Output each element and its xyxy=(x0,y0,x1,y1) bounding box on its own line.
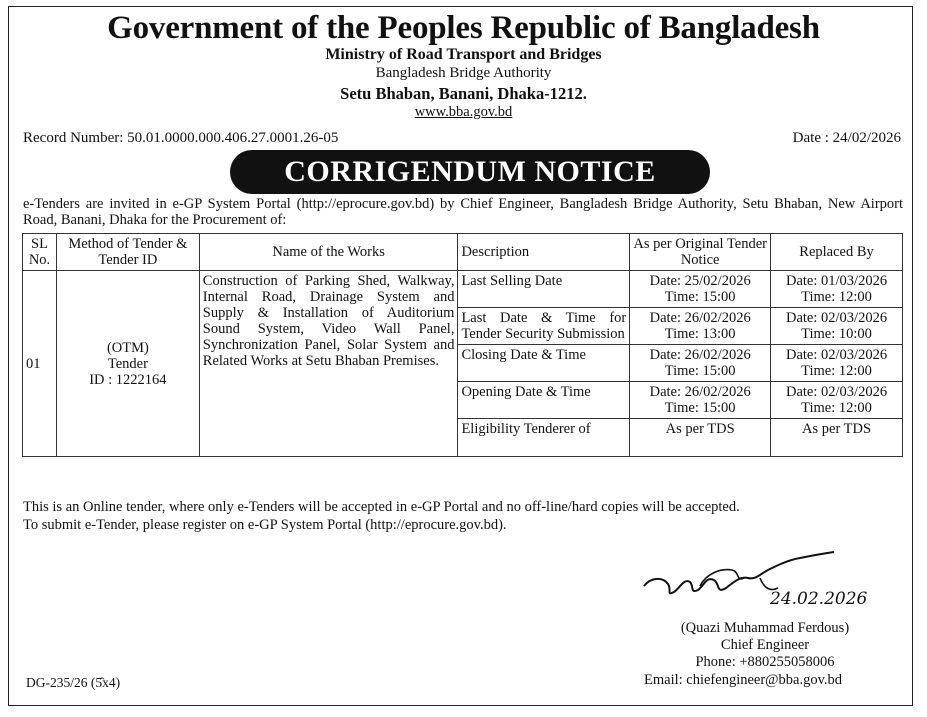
replaced-time: Time: 12:00 xyxy=(801,289,872,305)
intro-paragraph: e-Tenders are invited in e-GP System Portal (http://eprocure.gov.bd) by Chief Engineer, Bangladesh Bridge Authority, Setu Bhaban, New Airport Road, Banani, Dhaka for the Procurement of: xyxy=(23,196,903,228)
header-description: Description xyxy=(458,234,630,271)
tender-table xyxy=(22,233,903,457)
notice-date: Date : 24/02/2026 xyxy=(792,130,901,146)
header-replaced: Replaced By xyxy=(771,234,903,271)
signatory-title: Chief Engineer xyxy=(720,637,810,653)
replaced-date: Date: 02/03/2026 xyxy=(785,384,888,400)
original-date: Date: 26/02/2026 xyxy=(649,310,751,326)
cell-original xyxy=(630,271,771,308)
original-time: Time: 13:00 xyxy=(664,326,736,342)
replaced-time: Time: 10:00 xyxy=(801,326,872,342)
footer-line-1: This is an Online tender, where only e-Tenders will be accepted in e-GP Portal and no off-line/hard copies will be accepted. xyxy=(23,499,740,515)
signature-image xyxy=(640,548,900,618)
authority-name: Bangladesh Bridge Authority xyxy=(375,65,552,81)
cell-works: Construction of Parking Shed, Walkway, Internal Road, Drainage System and Supply & Installation of Auditorium Sound System, Video Wall Panel, Synchronization Panel, Solar System and Related Works at Setu Bhaban Premises. xyxy=(199,271,458,457)
cell-description: Eligibility Tenderer of xyxy=(458,419,630,457)
table-header-row xyxy=(23,234,903,271)
replaced-date: Date: 02/03/2026 xyxy=(785,347,888,363)
cell-description: Last Date & Time for Tender Security Submission xyxy=(458,308,630,345)
tender-id: ID : 1222164 xyxy=(89,371,167,388)
record-number: Record Number: 50.01.0000.000.406.27.0001.26-05 xyxy=(23,130,339,146)
office-address: Setu Bhaban, Banani, Dhaka-1212. xyxy=(340,84,587,103)
table-row xyxy=(23,271,903,308)
signatory-email[interactable]: Email: chiefengineer@bba.gov.bd xyxy=(644,672,843,688)
dg-code: DG-235/26 (5̂x4) xyxy=(26,675,121,690)
notice-title: CORRIGENDUM NOTICE xyxy=(230,150,710,194)
replaced-time: Time: 12:00 xyxy=(801,400,872,416)
cell-sl: 01 xyxy=(23,271,57,457)
original-time: Time: 15:00 xyxy=(664,289,736,305)
header-works: Name of the Works xyxy=(199,234,458,271)
cell-replaced xyxy=(771,308,903,345)
cell-original: As per TDS xyxy=(630,419,771,457)
method-label: Tender xyxy=(107,355,148,372)
cell-replaced xyxy=(771,271,903,308)
signatory-name: (Quazi Muhammad Ferdous) xyxy=(680,620,850,636)
ministry-name: Ministry of Road Transport and Bridges xyxy=(325,46,602,63)
header-original: As per Original Tender Notice xyxy=(630,234,771,271)
method-type: (OTM) xyxy=(106,339,149,356)
header-method: Method of Tender & Tender ID xyxy=(56,234,199,271)
cell-replaced xyxy=(771,345,903,382)
original-date: Date: 26/02/2026 xyxy=(649,347,751,363)
government-heading: Government of the Peoples Republic of Bangladesh xyxy=(107,10,820,46)
signature-date: 24.02.2026 xyxy=(770,589,868,609)
cell-original xyxy=(630,308,771,345)
cell-original xyxy=(630,345,771,382)
footer-note xyxy=(23,498,903,534)
original-date: Date: 26/02/2026 xyxy=(649,384,751,400)
footer-line-2: To submit e-Tender, please register on e-GP System Portal (http://eprocure.gov.bd). xyxy=(23,517,507,533)
cell-replaced: As per TDS xyxy=(771,419,903,457)
header-sl: SL No. xyxy=(23,234,57,271)
signatory-block xyxy=(640,620,890,671)
cell-description: Opening Date & Time xyxy=(458,382,630,419)
cell-method xyxy=(56,271,199,457)
original-time: Time: 15:00 xyxy=(664,363,736,379)
original-time: Time: 15:00 xyxy=(664,400,736,416)
replaced-date: Date: 01/03/2026 xyxy=(785,273,888,289)
cell-replaced xyxy=(771,382,903,419)
cell-description: Closing Date & Time xyxy=(458,345,630,382)
replaced-time: Time: 12:00 xyxy=(801,363,872,379)
original-date: Date: 25/02/2026 xyxy=(649,273,751,289)
replaced-date: Date: 02/03/2026 xyxy=(785,310,888,326)
cell-description: Last Selling Date xyxy=(458,271,630,308)
signatory-phone: Phone: +880255058006 xyxy=(695,654,835,670)
website-link[interactable]: www.bba.gov.bd xyxy=(414,104,513,120)
cell-original xyxy=(630,382,771,419)
